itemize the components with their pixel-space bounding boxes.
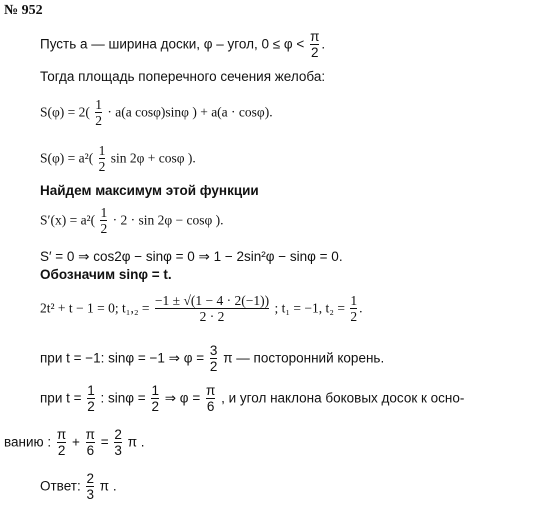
frac-den: 3 [86,487,94,503]
frac-den: 6 [86,443,95,459]
line-11-mid2: ⇒ φ = [164,390,201,406]
frac-num: −1 ± √(1 − 4 · 2(−1)) [154,293,270,308]
line-6-post: · 2 · sin 2φ − cosφ ). [112,212,224,228]
plus-sign: + [72,434,80,450]
line-12-post: π . [127,434,145,450]
frac-num: 1 [350,293,358,308]
fraction [100,206,107,236]
fraction [151,384,159,414]
line-1-text: Пусть a — ширина доски, φ – угол, 0 ≤ φ < [40,36,305,52]
frac-num: π [310,29,320,44]
frac-den: 2 [209,359,218,375]
frac-den: 2 [57,443,66,459]
frac-num: 1 [100,205,108,220]
line-4-post: sin 2φ + cosφ ). [110,150,196,166]
line-10-pre: при t = −1: sinφ = −1 ⇒ φ = [40,350,205,366]
line-9-pre: 2t² + t − 1 = 0; t₁,₂ = [40,300,150,316]
line-11-post: , и угол наклона боковых досок к осно- [221,390,465,406]
line-3-post: · a(a cosφ)sinφ ) + a(a · cosφ). [107,104,273,120]
problem-number: № 952 [4,3,43,18]
line-4-pre: S(φ) = a²( [40,150,94,166]
fraction-root [155,294,269,324]
frac-num: 2 [114,427,122,442]
equals-sign: = [100,434,109,450]
line-12 [4,428,145,458]
answer-post: π . [99,478,117,494]
line-12-pre: ванию : [4,434,52,450]
frac-num: π [205,383,216,398]
line-1: Пусть a — ширина доски, φ – угол, 0 ≤ φ < $\frac{\pi}{2}$ . [40,29,326,61]
frac-num: 2 [86,471,94,486]
fraction [57,428,66,458]
line-11 [40,384,464,414]
frac-den: 2 [310,45,319,61]
frac-den: 3 [114,443,122,459]
line-11-pre: при t = [40,390,82,406]
line-9-mid: ; t₁ = −1, t₂ = [274,300,345,316]
frac-num: 1 [151,383,159,398]
line-7: S′ = 0 ⇒ cos2φ − sinφ = 0 ⇒ 1 − 2sin²φ − sinφ = 0. [40,249,343,264]
fraction [86,428,95,458]
frac-den: 6 [206,399,215,415]
answer-line [40,472,117,502]
frac-num: 1 [87,383,95,398]
fraction [95,98,102,128]
frac-den: 2 [95,113,103,129]
line-8: Обозначим sinφ = t. [40,267,172,282]
fraction [310,30,319,60]
line-6 [40,206,224,236]
frac-den: 2 · 2 [155,308,269,324]
frac-den: 2 [87,399,95,415]
line-4 [40,144,196,174]
frac-num: 3 [209,343,218,358]
line-9: 2t² + t − 1 = 0; t₁,₂ = $\frac{-1 \pm √(1 - 4 \cdot 2(-1))}{2 \cdot 2}$ ; t₁ = −1, t₂ = $\frac{1}{2}$ . [40,293,363,325]
fraction [114,428,122,458]
frac-num: π [85,427,95,442]
line-5: Найдем максимум этой функции [40,183,259,198]
line-6-pre: S′(x) = a²( [40,212,96,228]
line-3-pre: S(φ) = 2( [40,104,90,120]
answer-label: Ответ: [40,478,81,494]
frac-num: π [56,427,67,442]
line-11-mid: : sinφ = [100,390,146,406]
fraction [350,294,357,324]
fraction [210,344,218,374]
frac-den: 2 [100,221,108,237]
frac-den: 2 [350,309,358,325]
line-3 [40,98,273,128]
fraction [99,144,106,174]
frac-den: 2 [98,159,106,175]
line-2: Тогда площадь поперечного сечения желоба: [40,69,326,84]
fraction [206,384,215,414]
fraction [86,472,94,502]
frac-num: 1 [98,143,106,158]
frac-den: 2 [151,399,159,415]
frac-num: 1 [95,97,103,112]
fraction [87,384,95,414]
line-10-post: π — посторонний корень. [223,350,385,366]
line-10 [40,344,384,374]
